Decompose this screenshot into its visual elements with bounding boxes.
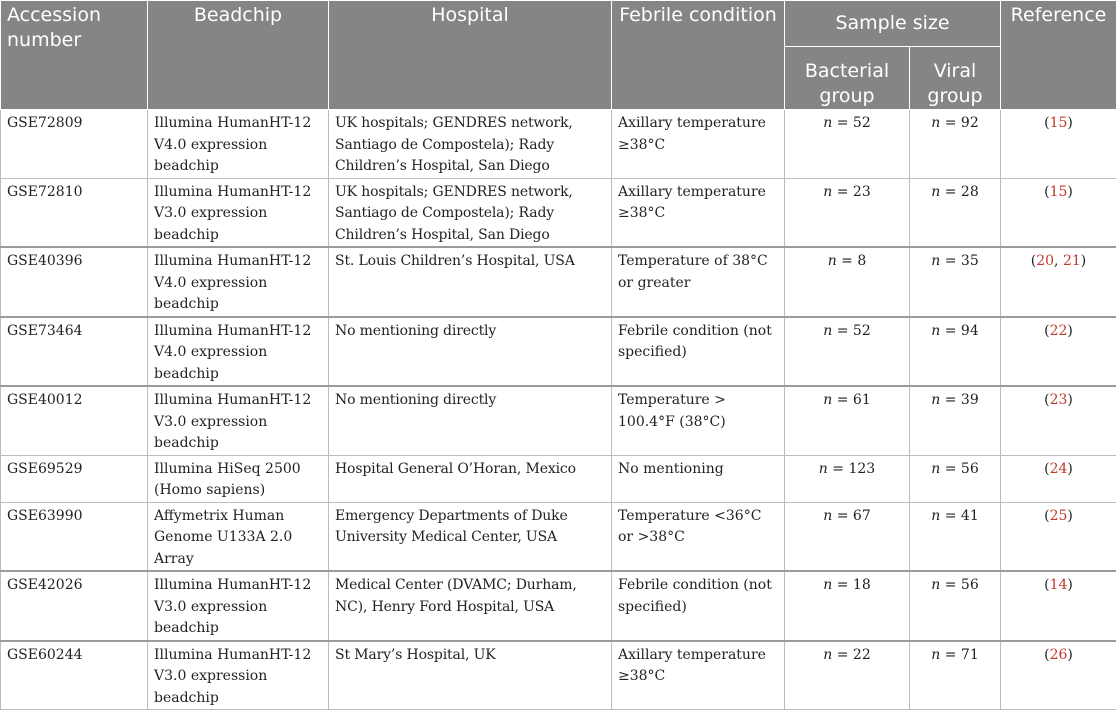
viral-count-value: = 35 xyxy=(940,253,978,269)
n-symbol: n xyxy=(931,508,940,524)
beadchip-cell: Illumina HumanHT-12 V4.0 expression beadchip xyxy=(148,317,329,387)
reference-link[interactable]: 22 xyxy=(1050,323,1068,339)
n-symbol: n xyxy=(823,508,832,524)
reference-cell xyxy=(1001,247,1116,317)
accession-cell[interactable]: GSE42026 xyxy=(1,571,148,641)
reference-open-paren: ( xyxy=(1044,647,1049,663)
hospital-cell: UK hospitals; GENDRES network, Santiago de Compostela); Rady Children’s Hospital, San Diego xyxy=(329,110,612,179)
accession-cell[interactable]: GSE73464 xyxy=(1,317,148,387)
bacterial-count-value: = 61 xyxy=(832,392,870,408)
bacterial-count-value: = 52 xyxy=(832,323,870,339)
n-symbol: n xyxy=(931,647,940,663)
table-row xyxy=(1,178,1116,247)
febrile-condition-cell: Axillary temperature ≥38°C xyxy=(612,641,785,710)
reference-open-paren: ( xyxy=(1044,323,1049,339)
reference-open-paren: ( xyxy=(1044,184,1049,200)
header-bacterial-group: Bacterial group xyxy=(785,47,910,110)
accession-cell[interactable]: GSE72810 xyxy=(1,178,148,247)
accession-cell[interactable]: GSE63990 xyxy=(1,502,148,571)
bacterial-count-value: = 67 xyxy=(832,508,870,524)
febrile-condition-cell: Axillary temperature ≥38°C xyxy=(612,178,785,247)
reference-close-paren: ) xyxy=(1067,508,1072,524)
bacterial-count-value: = 23 xyxy=(832,184,870,200)
header-beadchip: Beadchip xyxy=(148,1,329,110)
n-symbol: n xyxy=(931,115,940,131)
reference-close-paren: ) xyxy=(1067,647,1072,663)
hospital-cell: UK hospitals; GENDRES network, Santiago de Compostela); Rady Children’s Hospital, San Diego xyxy=(329,178,612,247)
viral-count-cell xyxy=(910,641,1001,710)
febrile-condition-cell: No mentioning xyxy=(612,455,785,502)
reference-link[interactable]: 15 xyxy=(1050,184,1068,200)
reference-cell xyxy=(1001,571,1116,641)
header-sample-size: Sample size xyxy=(785,1,1001,47)
n-symbol: n xyxy=(823,184,832,200)
bacterial-count-cell xyxy=(785,178,910,247)
viral-count-cell xyxy=(910,571,1001,641)
reference-link[interactable]: 15 xyxy=(1050,115,1068,131)
header-febrile-condition: Febrile condition xyxy=(612,1,785,110)
febrile-condition-cell: Febrile condition (not specified) xyxy=(612,571,785,641)
reference-close-paren: ) xyxy=(1067,115,1072,131)
beadchip-cell: Illumina HumanHT-12 V4.0 expression beadchip xyxy=(148,247,329,317)
bacterial-count-cell xyxy=(785,571,910,641)
reference-cell xyxy=(1001,502,1116,571)
bacterial-count-cell xyxy=(785,502,910,571)
reference-cell xyxy=(1001,110,1116,179)
n-symbol: n xyxy=(931,461,940,477)
n-symbol: n xyxy=(931,184,940,200)
viral-count-value: = 56 xyxy=(940,577,978,593)
beadchip-cell: Illumina HumanHT-12 V3.0 expression beadchip xyxy=(148,571,329,641)
reference-open-paren: ( xyxy=(1044,115,1049,131)
table-row xyxy=(1,317,1116,387)
reference-cell xyxy=(1001,386,1116,455)
bacterial-count-value: = 18 xyxy=(832,577,870,593)
viral-count-value: = 39 xyxy=(940,392,978,408)
header-viral-group: Viral group xyxy=(910,47,1001,110)
n-symbol: n xyxy=(931,253,940,269)
bacterial-count-cell xyxy=(785,317,910,387)
n-symbol: n xyxy=(823,577,832,593)
bacterial-count-value: = 22 xyxy=(832,647,870,663)
accession-cell[interactable]: GSE40396 xyxy=(1,247,148,317)
viral-count-value: = 92 xyxy=(940,115,978,131)
header-hospital: Hospital xyxy=(329,1,612,110)
beadchip-cell: Illumina HumanHT-12 V3.0 expression beadchip xyxy=(148,386,329,455)
beadchip-cell: Illumina HumanHT-12 V4.0 expression beadchip xyxy=(148,110,329,179)
table-row xyxy=(1,641,1116,710)
accession-cell[interactable]: GSE60244 xyxy=(1,641,148,710)
header-reference: Reference xyxy=(1001,1,1116,110)
n-symbol: n xyxy=(931,392,940,408)
viral-count-value: = 28 xyxy=(940,184,978,200)
bacterial-count-cell xyxy=(785,247,910,317)
hospital-cell: St Mary’s Hospital, UK xyxy=(329,641,612,710)
hospital-cell: Emergency Departments of Duke University Medical Center, USA xyxy=(329,502,612,571)
beadchip-cell: Affymetrix Human Genome U133A 2.0 Array xyxy=(148,502,329,571)
viral-count-cell xyxy=(910,386,1001,455)
viral-count-cell xyxy=(910,178,1001,247)
n-symbol: n xyxy=(931,577,940,593)
table-row xyxy=(1,502,1116,571)
bacterial-count-cell xyxy=(785,110,910,179)
n-symbol: n xyxy=(823,647,832,663)
accession-cell[interactable]: GSE72809 xyxy=(1,110,148,179)
hospital-cell: Hospital General O’Horan, Mexico xyxy=(329,455,612,502)
header-accession-number: Accession number xyxy=(1,1,148,110)
bacterial-count-cell xyxy=(785,455,910,502)
reference-link[interactable]: 20 xyxy=(1036,253,1054,269)
table-body xyxy=(1,110,1116,710)
reference-link[interactable]: 24 xyxy=(1050,461,1068,477)
febrile-condition-cell: Temperature of 38°C or greater xyxy=(612,247,785,317)
n-symbol: n xyxy=(828,253,837,269)
n-symbol: n xyxy=(823,115,832,131)
reference-cell xyxy=(1001,317,1116,387)
reference-close-paren: ) xyxy=(1081,253,1086,269)
viral-count-cell xyxy=(910,455,1001,502)
reference-open-paren: ( xyxy=(1044,577,1049,593)
bacterial-count-value: = 8 xyxy=(837,253,867,269)
reference-open-paren: ( xyxy=(1044,392,1049,408)
viral-count-value: = 41 xyxy=(940,508,978,524)
reference-link[interactable]: 23 xyxy=(1050,392,1068,408)
n-symbol: n xyxy=(819,461,828,477)
bacterial-count-value: = 52 xyxy=(832,115,870,131)
hospital-cell: No mentioning directly xyxy=(329,386,612,455)
beadchip-cell: Illumina HiSeq 2500 (Homo sapiens) xyxy=(148,455,329,502)
table-row xyxy=(1,571,1116,641)
hospital-cell: No mentioning directly xyxy=(329,317,612,387)
reference-close-paren: ) xyxy=(1067,461,1072,477)
reference-cell xyxy=(1001,641,1116,710)
reference-close-paren: ) xyxy=(1067,184,1072,200)
reference-cell xyxy=(1001,455,1116,502)
viral-count-value: = 94 xyxy=(940,323,978,339)
table-row xyxy=(1,110,1116,179)
table-row xyxy=(1,386,1116,455)
bacterial-count-cell xyxy=(785,641,910,710)
viral-count-cell xyxy=(910,110,1001,179)
table-header xyxy=(1,1,1116,110)
reference-link[interactable]: 14 xyxy=(1050,577,1068,593)
viral-count-value: = 56 xyxy=(940,461,978,477)
n-symbol: n xyxy=(823,392,832,408)
reference-open-paren: ( xyxy=(1031,253,1036,269)
table-row xyxy=(1,455,1116,502)
reference-link[interactable]: 26 xyxy=(1050,647,1068,663)
viral-count-value: = 71 xyxy=(940,647,978,663)
reference-close-paren: ) xyxy=(1067,323,1072,339)
accession-cell[interactable]: GSE69529 xyxy=(1,455,148,502)
febrile-condition-cell: Febrile condition (not specified) xyxy=(612,317,785,387)
hospital-cell: Medical Center (DVAMC; Durham, NC), Henry Ford Hospital, USA xyxy=(329,571,612,641)
reference-cell xyxy=(1001,178,1116,247)
reference-close-paren: ) xyxy=(1067,392,1072,408)
bacterial-count-value: = 123 xyxy=(828,461,875,477)
viral-count-cell xyxy=(910,502,1001,571)
accession-cell[interactable]: GSE40012 xyxy=(1,386,148,455)
reference-link[interactable]: 25 xyxy=(1050,508,1068,524)
reference-open-paren: ( xyxy=(1044,461,1049,477)
n-symbol: n xyxy=(823,323,832,339)
table-row xyxy=(1,247,1116,317)
febrile-condition-cell: Temperature > 100.4°F (38°C) xyxy=(612,386,785,455)
viral-count-cell xyxy=(910,317,1001,387)
beadchip-cell: Illumina HumanHT-12 V3.0 expression beadchip xyxy=(148,641,329,710)
n-symbol: n xyxy=(931,323,940,339)
beadchip-cell: Illumina HumanHT-12 V3.0 expression beadchip xyxy=(148,178,329,247)
hospital-cell: St. Louis Children’s Hospital, USA xyxy=(329,247,612,317)
febrile-condition-cell: Axillary temperature ≥38°C xyxy=(612,110,785,179)
reference-separator: , xyxy=(1054,253,1063,269)
reference-close-paren: ) xyxy=(1067,577,1072,593)
reference-open-paren: ( xyxy=(1044,508,1049,524)
bacterial-count-cell xyxy=(785,386,910,455)
febrile-condition-cell: Temperature <36°C or >38°C xyxy=(612,502,785,571)
reference-link[interactable]: 21 xyxy=(1063,253,1081,269)
viral-count-cell xyxy=(910,247,1001,317)
